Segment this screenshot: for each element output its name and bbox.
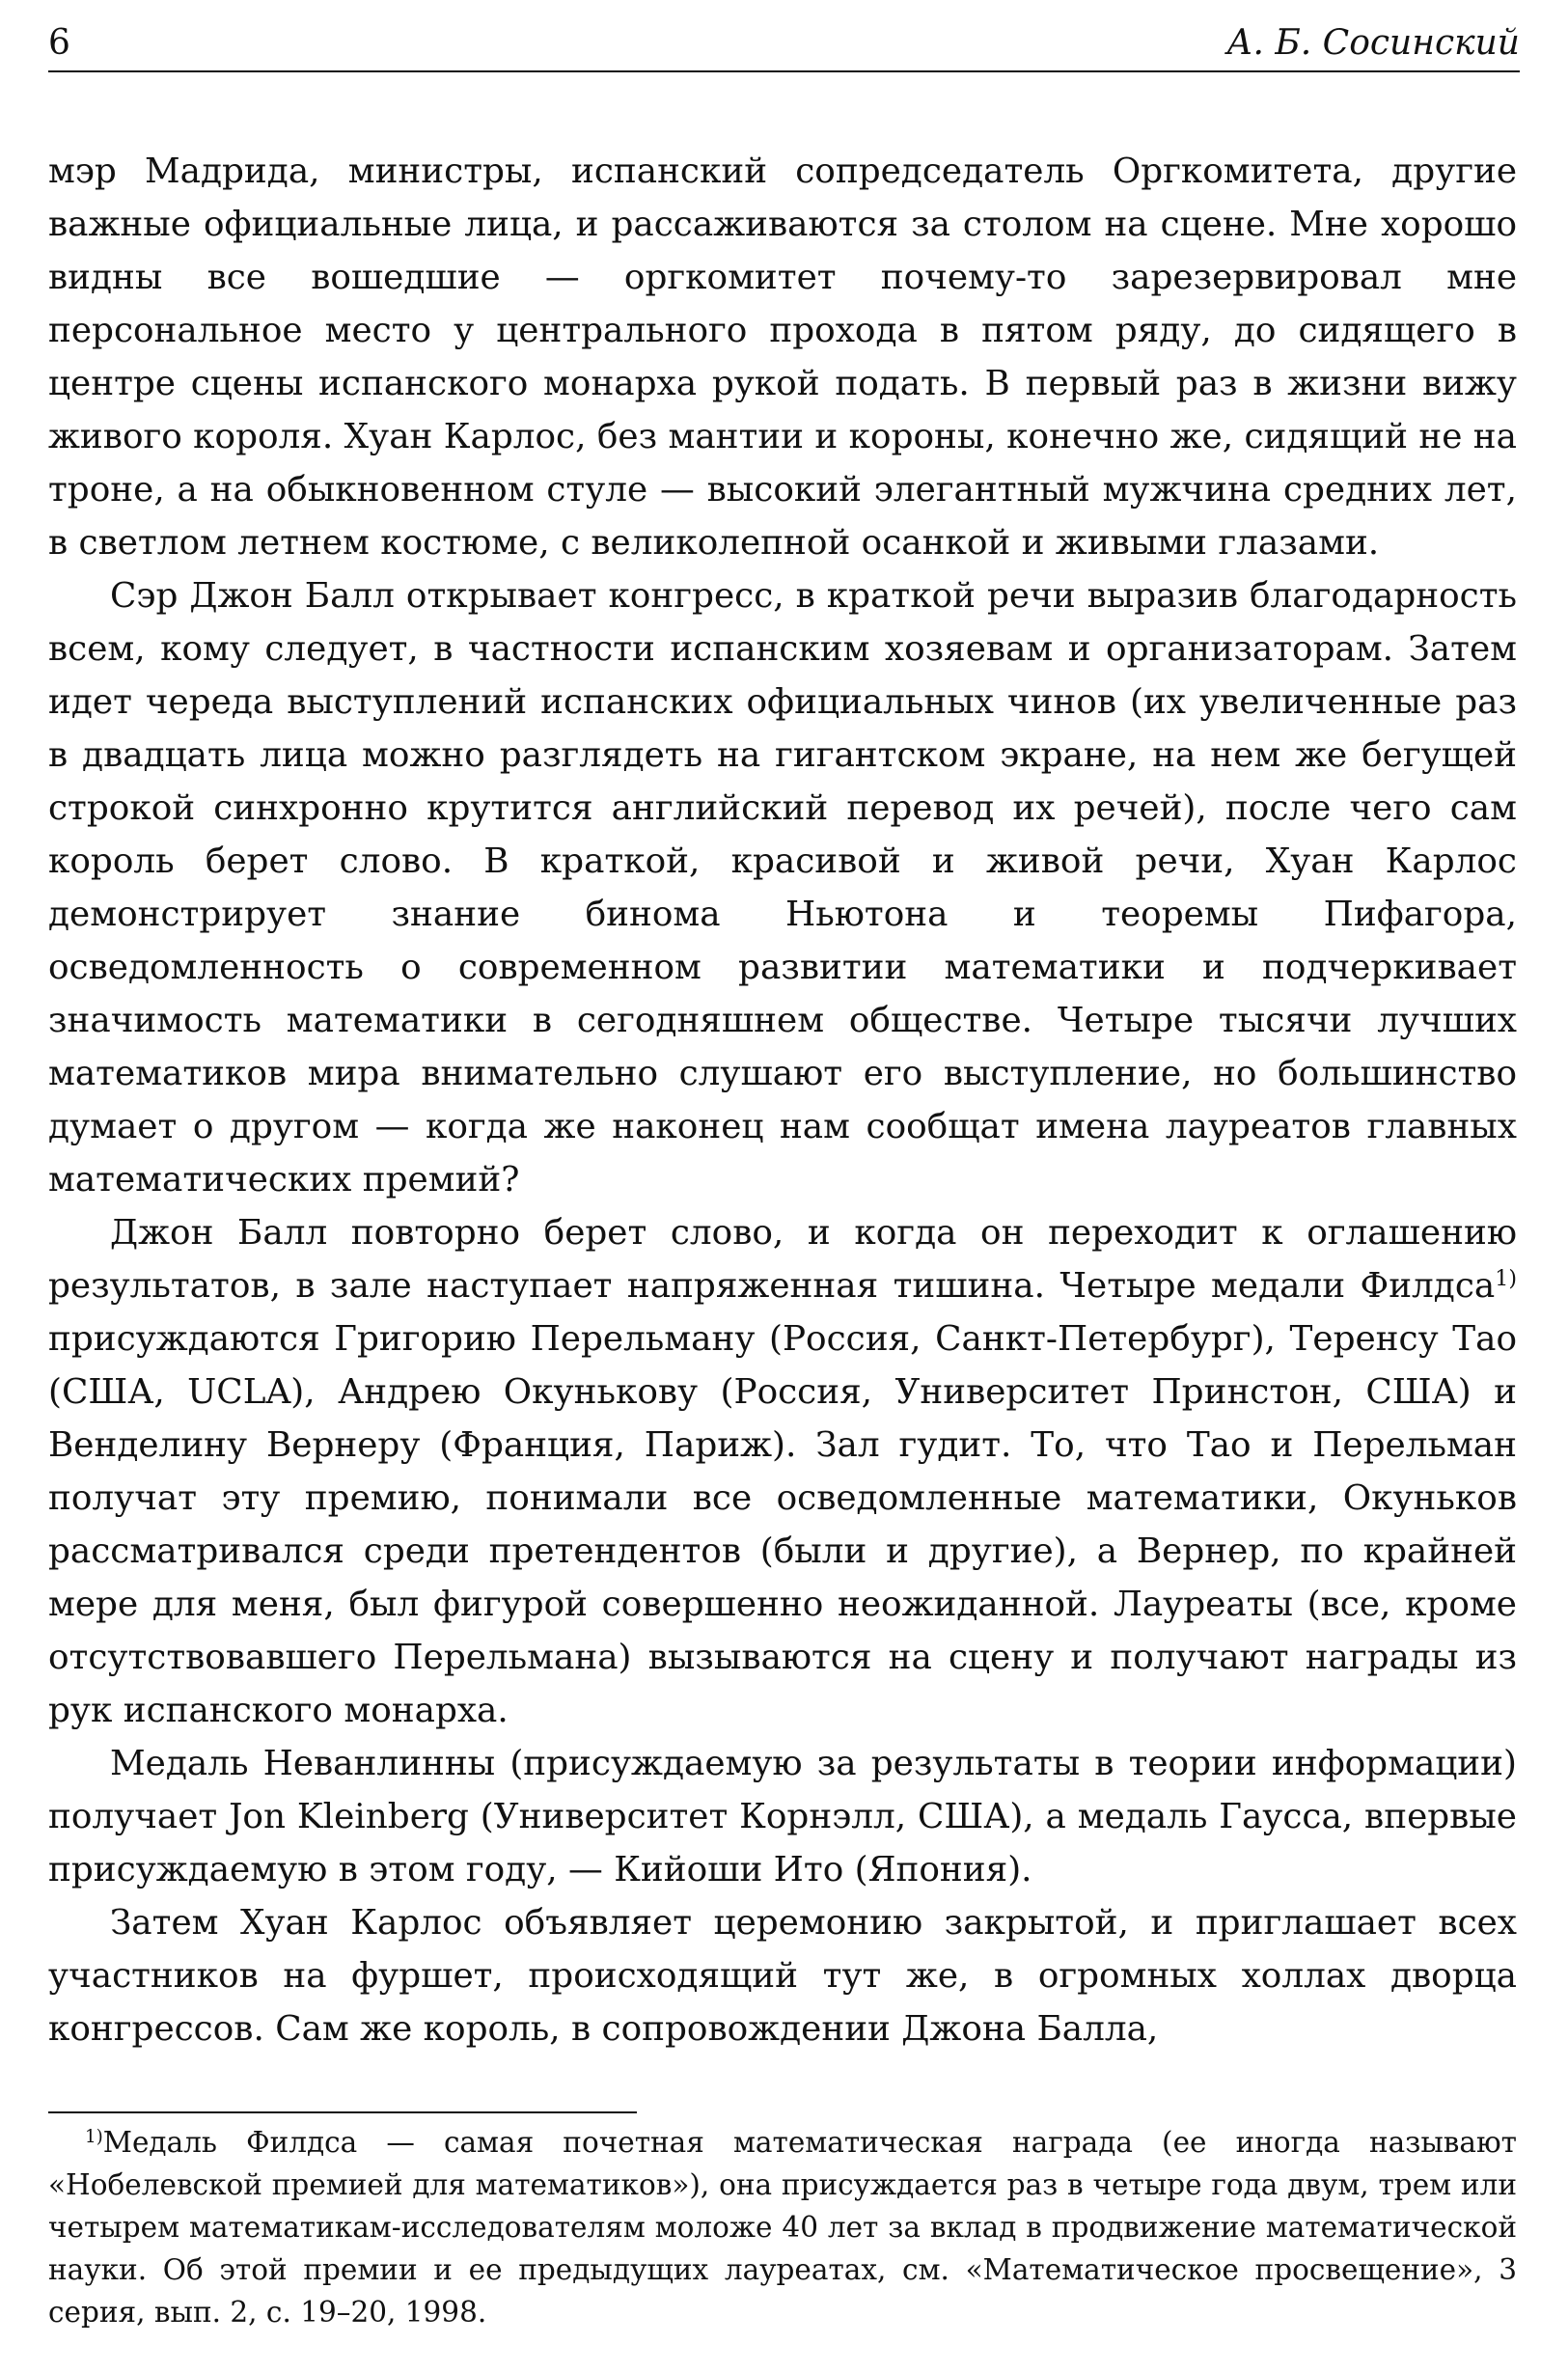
paragraph-2: Сэр Джон Балл открывает конгресс, в краткой речи выразив благодарность всем, кому следует, в частности испанским хозяевам и организаторам. Затем идет череда выступлений испанских официальных чинов (их увеличенные раз в двадцать лица можно разглядеть на гигантском экране, на нем же бегущей строкой синхронно крутится английский перевод их речей), после чего сам король берет слово. В краткой, красивой и живой речи, Хуан Карлос демонстрирует знание бинома Ньютона и теоремы Пифагора, осведомленность о современном развитии математики и подчеркивает значимость математики в сегодняшнем обществе. Четыре тысячи лучших математиков мира внимательно слушают его выступление, но большинство думает о другом — когда же наконец нам сообщат имена лауреатов главных математических премий? xyxy=(48,576,1517,1200)
footnote xyxy=(48,2121,1517,2333)
paragraph-3-text-end: присуждаются Григорию Перельману (Россия, Санкт-Петербург), Теренсу Тао (США, UCLA), Андрею Окунькову (Россия, Университет Принстон, США) и Венделину Вернеру (Франция, Париж). Зал гудит. То, что Тао и Перельман получат эту премию, понимали все осведомленные математики, Окуньков рассматривался среди претендентов (были и другие), а Вернер, по крайней мере для меня, был фигурой совершенно неожиданной. Лауреаты (все, кроме отсутствовавшего Перельмана) вызываются на сцену и получают награды из рук испанского монарха. xyxy=(48,1319,1517,1730)
paragraph-1: мэр Мадрида, министры, испанский сопредседатель Оргкомитета, другие важные официальные лица, и рассаживаются за столом на сцене. Мне хорошо видны все вошедшие — оргкомитет почему-то зарезервировал мне персональное место у центрального прохода в пятом ряду, до сидящего в центре сцены испанского монарха рукой подать. В первый раз в жизни вижу живого короля. Хуан Карлос, без мантии и короны, конечно же, сидящий не на троне, а на обыкновенном стуле — высокий элегантный мужчина средних лет, в светлом летнем костюме, с великолепной осанкой и живыми глазами. xyxy=(48,152,1517,563)
running-head-author: А. Б. Сосинский xyxy=(1226,23,1520,63)
footnote-reference: 1) xyxy=(1495,1265,1517,1291)
header-rule xyxy=(48,70,1520,72)
paragraph-3-text-start: Джон Балл повторно берет слово, и когда он переходит к оглашению результатов, в зале наступает напряженная тишина. Четыре медали Филдса xyxy=(48,1213,1517,1306)
footnote-rule xyxy=(48,2111,637,2113)
paragraph-4: Медаль Неванлинны (присуждаемую за результаты в теории информации) получает Jon Kleinberg (Университет Корнэлл, США), а медаль Гаусса, впервые присуждаемую в этом году, — Кийоши Ито (Япония). xyxy=(48,1744,1517,1889)
paragraph-3 xyxy=(48,1206,1517,1737)
page-number: 6 xyxy=(48,23,70,63)
page-header xyxy=(48,19,1520,68)
paragraph-5: Затем Хуан Карлос объявляет церемонию закрытой, и приглашает всех участников на фуршет, происходящий тут же, в огромных холлах дворца конгрессов. Сам же король, в сопровождении Джона Балла, xyxy=(48,1903,1517,2049)
main-text xyxy=(48,145,1517,2055)
footnote-mark: 1) xyxy=(85,2126,103,2147)
footnote-text: Медаль Филдса — самая почетная математическая награда (ее иногда называют «Нобелевской премией для математиков»), она присуждается раз в четыре года двум, трем или четырем математикам-исследователям моложе 40 лет за вклад в продвижение математической науки. Об этой премии и ее предыдущих лауреатах, см. «Математическое просвещение», 3 серия, вып. 2, с. 19–20, 1998. xyxy=(48,2126,1517,2329)
